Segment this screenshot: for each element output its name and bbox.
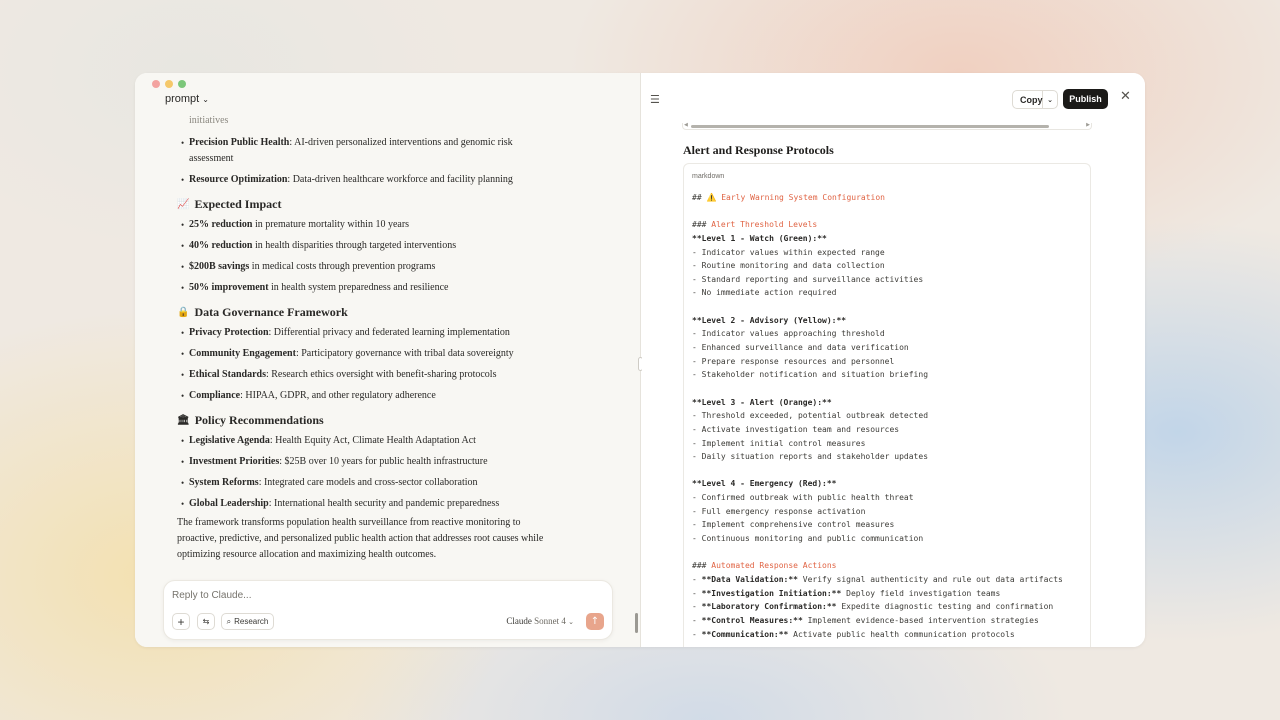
code-block	[683, 163, 1091, 647]
item-bold: Global Leadership	[189, 498, 269, 509]
section-title: Policy Recommendations	[194, 413, 324, 427]
code-language: markdown	[692, 173, 725, 180]
code-token: **Communication:**	[701, 629, 789, 639]
code-token: **Level 3 - Alert (Orange):**	[692, 397, 832, 407]
code-line	[692, 355, 1063, 369]
code-line	[692, 382, 1063, 396]
item-text: in health disparities through targeted interventions	[252, 240, 457, 251]
item-text: : Integrated care models and cross-sector collaboration	[258, 477, 478, 488]
item-text: : $25B over 10 years for public health infrastructure	[279, 456, 488, 467]
code-token: ###	[692, 561, 712, 571]
code-token: ###	[692, 220, 712, 230]
code-token: - Standard reporting and surveillance activities	[692, 274, 924, 284]
code-line	[692, 286, 1063, 300]
reply-input[interactable]: Reply to Claude...	[172, 590, 252, 601]
code-line	[692, 505, 1063, 519]
model-selector[interactable]	[506, 616, 574, 626]
code-token: - Daily situation reports and stakeholder updates	[692, 452, 929, 462]
code-token: - No immediate action required	[692, 288, 837, 298]
code-token: - Implement comprehensive control measures	[692, 520, 895, 530]
code-token: -	[692, 602, 702, 612]
code-token: **Level 1 - Watch (Green):**	[692, 233, 827, 243]
list-item	[181, 475, 581, 491]
close-icon[interactable]: ✕	[1120, 89, 1131, 104]
scroll-right-icon[interactable]: ▶	[1086, 122, 1090, 128]
item-bold: $200B savings	[189, 261, 250, 272]
publish-button[interactable]: Publish	[1063, 89, 1108, 109]
list-item	[181, 367, 581, 383]
conversation-title-label: prompt	[165, 93, 200, 105]
chat-panel	[135, 73, 641, 647]
item-bold: System Reforms	[189, 477, 259, 488]
code-line	[692, 314, 1063, 328]
research-label: Research	[234, 617, 269, 626]
code-token: - Confirmed outbreak with public health threat	[692, 493, 914, 503]
paragraph-line: The framework transforms population health surveillance from reactive monitoring to	[177, 517, 521, 528]
message-content	[163, 111, 593, 581]
paragraph-line: proactive, predictive, and personalized public health action that addresses root causes while	[177, 533, 544, 544]
code-token: Implement evidence-based intervention strategies	[802, 615, 1039, 625]
code-token: **Level 2 - Advisory (Yellow):**	[692, 315, 847, 325]
code-token: -	[692, 615, 702, 625]
code-line	[692, 218, 1063, 232]
code-line	[692, 423, 1063, 437]
code-token: -	[692, 574, 702, 584]
item-bold: Ethical Standards	[189, 369, 266, 380]
code-token: - Continuous monitoring and public communication	[692, 534, 924, 544]
horizontal-scrollbar[interactable]	[682, 123, 1092, 130]
code-line	[692, 532, 1063, 546]
code-line	[692, 491, 1063, 505]
list-icon[interactable]: ☰	[650, 93, 660, 106]
list-item	[181, 259, 581, 275]
lock-icon: 🔒	[177, 307, 190, 318]
close-window-icon[interactable]	[152, 80, 160, 88]
faded-text: initiatives	[189, 115, 229, 126]
code-token: Alert Threshold Levels	[711, 220, 818, 230]
code-token: ##	[692, 193, 707, 202]
list-item	[181, 238, 581, 254]
item-text: : Data-driven healthcare workforce and facility planning	[287, 174, 513, 185]
send-button[interactable]: ↑	[586, 613, 604, 630]
item-text: in health system preparedness and resilience	[268, 282, 449, 293]
code-line	[692, 300, 1063, 314]
code-token: - Full emergency response activation	[692, 506, 866, 516]
chevron-down-icon: ⌄	[202, 94, 209, 104]
code-line	[692, 205, 1063, 219]
item-text-cont: assessment	[189, 153, 234, 164]
list-item	[181, 135, 581, 167]
code-line	[692, 327, 1063, 341]
conversation-title[interactable]	[165, 93, 209, 105]
item-bold: Investment Priorities	[189, 456, 280, 467]
code-token: - Prepare response resources and personnel	[692, 356, 895, 366]
code-line	[692, 573, 1063, 587]
code-line	[692, 600, 1063, 614]
code-token: Activate public health communication protocols	[788, 629, 1015, 639]
building-icon: 🏛	[177, 415, 190, 426]
code-token: - Routine monitoring and data collection	[692, 261, 885, 271]
code-token: - Enhanced surveillance and data verification	[692, 343, 909, 353]
code-token: ⚠️ Early Warning System Configuration	[706, 193, 885, 202]
item-text: : AI-driven personalized interventions and genomic risk	[289, 137, 513, 148]
item-bold: 40% reduction	[189, 240, 253, 251]
list-item	[181, 280, 581, 296]
code-line	[692, 546, 1063, 560]
code-line	[692, 477, 1063, 491]
code-line	[692, 450, 1063, 464]
list-item	[181, 388, 581, 404]
model-name: Sonnet 4	[534, 616, 566, 626]
list-item	[181, 325, 581, 341]
list-item	[181, 172, 581, 188]
list-item	[181, 217, 581, 233]
code-token: -	[692, 588, 702, 598]
code-token: Automated Response Actions	[711, 561, 837, 571]
list-item	[181, 346, 581, 362]
artifact-panel	[642, 73, 1145, 647]
add-button[interactable]: +	[172, 613, 190, 630]
list-item	[181, 496, 581, 512]
item-text: : Participatory governance with tribal data sovereignty	[295, 348, 514, 359]
list-item	[181, 454, 581, 470]
code-token: - Activate investigation team and resources	[692, 424, 900, 434]
item-bold: Community Engagement	[189, 348, 296, 359]
item-bold: 25% reduction	[189, 219, 253, 230]
item-bold: Legislative Agenda	[189, 435, 270, 446]
copy-label: Copy	[1013, 91, 1043, 108]
code-line	[692, 628, 1063, 642]
code-content	[692, 191, 1063, 641]
paragraph-line: optimizing resource allocation and maximizing health outcomes.	[177, 549, 437, 560]
item-text: : International health security and pandemic preparedness	[268, 498, 500, 509]
item-bold: Compliance	[189, 390, 241, 401]
code-token: **Data Validation:**	[701, 574, 798, 584]
model-brand: Claude	[506, 616, 532, 626]
code-line	[692, 259, 1063, 273]
code-line	[692, 518, 1063, 532]
minimize-window-icon[interactable]	[165, 80, 173, 88]
code-token: Verify signal authenticity and rule out data artifacts	[797, 574, 1063, 584]
code-line	[692, 191, 1063, 205]
scroll-left-icon[interactable]: ◀	[684, 122, 688, 128]
code-token: Expedite diagnostic testing and confirmation	[836, 602, 1054, 612]
research-button[interactable]	[221, 613, 274, 630]
item-text: : HIPAA, GDPR, and other regulatory adherence	[240, 390, 436, 401]
item-bold: Precision Public Health	[189, 137, 290, 148]
code-token: - Implement initial control measures	[692, 438, 866, 448]
code-token: - Stakeholder notification and situation briefing	[692, 370, 929, 380]
code-line	[692, 559, 1063, 573]
code-line	[692, 232, 1063, 246]
copy-button[interactable]	[1012, 90, 1058, 109]
code-token: -	[692, 629, 702, 639]
section-title: Expected Impact	[194, 197, 282, 211]
code-line	[692, 396, 1063, 410]
code-line	[692, 273, 1063, 287]
tools-button[interactable]: ⇆	[197, 613, 215, 630]
artifact-heading: Alert and Response Protocols	[683, 143, 834, 157]
code-token: - Indicator values approaching threshold	[692, 329, 885, 339]
code-line	[692, 464, 1063, 478]
code-line	[692, 614, 1063, 628]
item-text: : Health Equity Act, Climate Health Adaptation Act	[269, 435, 476, 446]
code-token: Deploy field investigation teams	[841, 588, 1001, 598]
code-token: **Investigation Initiation:**	[701, 588, 842, 598]
code-token: - Indicator values within expected range	[692, 247, 885, 257]
maximize-window-icon[interactable]	[178, 80, 186, 88]
closing-paragraph	[177, 515, 587, 563]
section-heading-impact	[177, 197, 281, 212]
code-line	[692, 341, 1063, 355]
search-icon: ⌕	[226, 616, 232, 626]
item-text: : Differential privacy and federated learning implementation	[268, 327, 510, 338]
item-bold: 50% improvement	[189, 282, 269, 293]
code-token: **Control Measures:**	[701, 615, 803, 625]
code-line	[692, 246, 1063, 260]
item-bold: Privacy Protection	[189, 327, 269, 338]
code-token: **Level 4 - Emergency (Red):**	[692, 479, 837, 489]
code-line	[692, 437, 1063, 451]
scrollbar-thumb[interactable]	[691, 125, 1049, 128]
window-controls	[152, 80, 186, 88]
item-bold: Resource Optimization	[189, 174, 288, 185]
chevron-down-icon: ⌄	[568, 618, 574, 626]
section-heading-governance	[177, 305, 348, 320]
list-item	[181, 433, 581, 449]
code-token: - Threshold exceeded, potential outbreak detected	[692, 411, 929, 421]
scrollbar[interactable]	[635, 613, 638, 633]
section-heading-policy	[177, 413, 324, 428]
item-text: in medical costs through prevention programs	[249, 261, 436, 272]
section-title: Data Governance Framework	[194, 305, 348, 319]
app-window	[135, 73, 1145, 647]
chart-up-icon: 📈	[177, 199, 190, 210]
code-line	[692, 409, 1063, 423]
code-token: **Laboratory Confirmation:**	[701, 602, 837, 612]
code-line	[692, 587, 1063, 601]
chevron-down-icon[interactable]: ⌄	[1047, 95, 1053, 104]
item-text: : Research ethics oversight with benefit-sharing protocols	[265, 369, 497, 380]
code-line	[692, 368, 1063, 382]
reply-box[interactable]	[163, 580, 613, 640]
item-text: in premature mortality within 10 years	[252, 219, 410, 230]
